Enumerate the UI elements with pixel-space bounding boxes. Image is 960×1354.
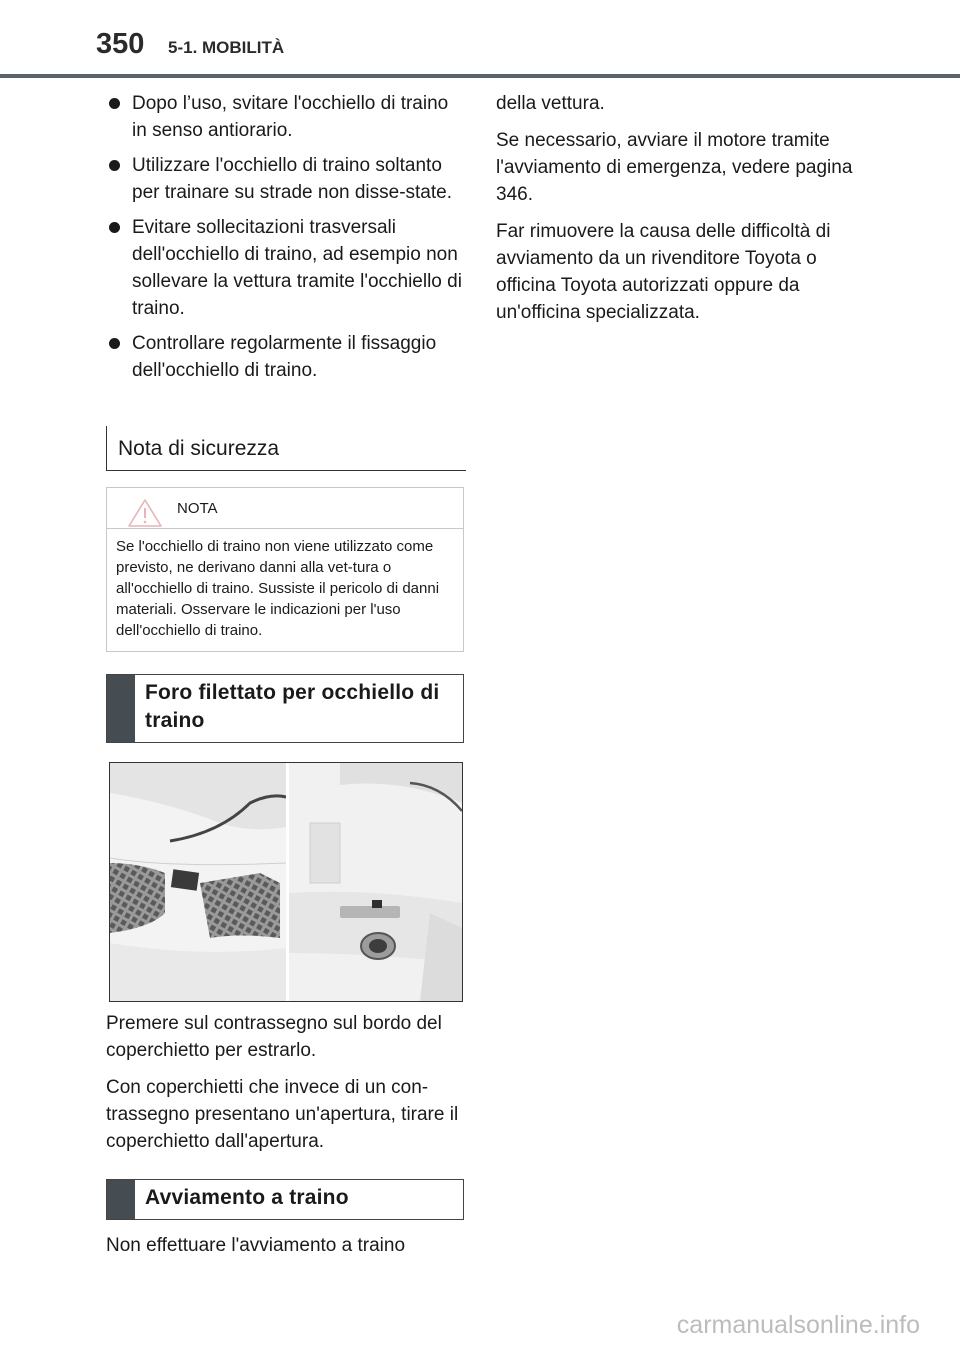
paragraph: Premere sul contrassegno sul bordo del coperchietto per estrarlo. (106, 1013, 442, 1061)
list-item: Controllare regolarmente il fissaggio dell'occhiello di traino. (106, 330, 468, 384)
warning-triangle-icon (127, 498, 163, 528)
page-header (0, 0, 960, 80)
heading-bar (107, 1180, 135, 1219)
paragraph: della vettura. (496, 93, 605, 114)
section-heading-towing-eye-thread: Foro filettato per occhiello di traino (106, 674, 464, 743)
section-title: 5-1. MOBILITÀ (168, 38, 285, 57)
bullet-icon (109, 160, 120, 171)
paragraph: Con coperchietti che invece di un con-trassegno presentano un'apertura, tirare il coperchietto dall'apertura. (106, 1077, 459, 1152)
paragraph: Non effettuare l'avviamento a traino (106, 1235, 406, 1256)
header-rule (0, 74, 960, 78)
page-number: 350 (96, 28, 145, 60)
section2-body (106, 1232, 468, 1269)
right-column (496, 90, 866, 336)
list-item: Evitare sollecitazioni trasversali dell'occhiello di traino, ad esempio non sollevare la vettura tramite l'occhiello di traino. (106, 214, 468, 322)
list-item: Dopo l’uso, svitare l'occhiello di traino in senso antiorario. (106, 90, 468, 144)
bullet-icon (109, 338, 120, 349)
note-body: Se l'occhiello di traino non viene utilizzato come previsto, ne derivano danni alla vet-tura o all'occhiello di traino. Sussiste il pericolo di danni materiali. Osservare le indicazioni per l'uso dell'occhiello di traino. (116, 538, 440, 639)
section1-body (106, 1010, 468, 1165)
bullet-icon (109, 222, 120, 233)
note-title: NOTA (177, 500, 218, 517)
bullet-icon (109, 98, 120, 109)
left-column (106, 90, 468, 392)
paragraph: Se necessario, avviare il motore tramite l'avviamento di emergenza, vedere pagina 346. (496, 130, 853, 205)
bumper-figure (109, 762, 463, 1002)
safety-heading: Nota di sicurezza (106, 426, 466, 471)
bullet-list (106, 90, 468, 384)
watermark: carmanualsonline.info (676, 1311, 920, 1339)
note-header (107, 488, 463, 529)
bumper-illustration (110, 763, 462, 1001)
section-heading-tow-start: Avviamento a traino (106, 1179, 464, 1220)
paragraph: Far rimuovere la causa delle difficoltà di avviamento da un rivenditore Toyota o officina Toyota autorizzati oppure da un'officina specializzata. (496, 221, 831, 323)
heading-bar (107, 675, 135, 742)
note-box (106, 487, 464, 652)
list-item: Utilizzare l'occhiello di traino soltanto per trainare su strade non disse-state. (106, 152, 468, 206)
